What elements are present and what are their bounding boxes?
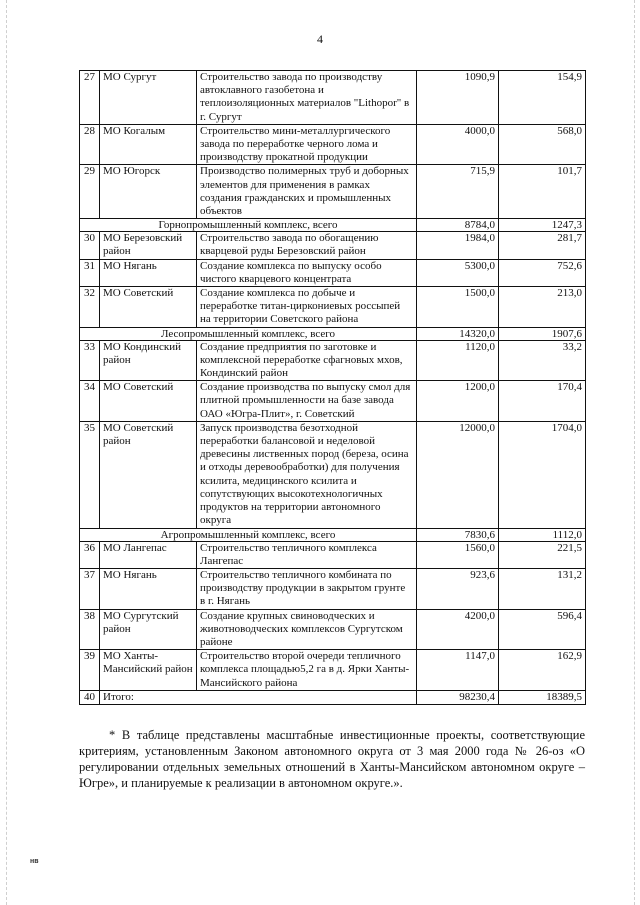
- investment-amount-cell: 1090,9: [417, 71, 499, 125]
- increment-cell: 101,7: [499, 165, 586, 219]
- increment-cell: 213,0: [499, 287, 586, 328]
- table-row: [80, 381, 586, 422]
- subtotal-amount-cell: 14320,0: [417, 327, 499, 340]
- corner-mark: нв: [30, 858, 39, 865]
- project-name-cell: Создание комплекса по добыче и переработке титан-циркониевых россыпей на территории Советского района: [197, 287, 417, 328]
- subtotal-row: [80, 528, 586, 541]
- table-row: [80, 609, 586, 650]
- municipality-cell: МО Нягань: [100, 568, 197, 609]
- project-name-cell: Строительство завода по обогащению кварцевой руды Березовский район: [197, 232, 417, 259]
- table-row: [80, 340, 586, 381]
- investment-amount-cell: 4200,0: [417, 609, 499, 650]
- table-row: [80, 568, 586, 609]
- row-number: 31: [80, 259, 100, 286]
- investment-amount-cell: 4000,0: [417, 124, 499, 165]
- row-number: 33: [80, 340, 100, 381]
- subtotal-increment-cell: 1112,0: [499, 528, 586, 541]
- row-number: 27: [80, 71, 100, 125]
- table-row: [80, 259, 586, 286]
- row-number: 39: [80, 650, 100, 691]
- project-name-cell: Запуск производства безотходной переработки балансовой и неделовой древесины лиственных пород (береза, осина и отходы деревообработки) для получения ксилита, медицинского ксилита и сопутствующих высокотехнологичных продуктов на территории автономного округа: [197, 421, 417, 528]
- footnote: [79, 727, 585, 791]
- project-name-cell: Производство полимерных труб и доборных элементов для применения в рамках создания гражданских и промышленных объектов: [197, 165, 417, 219]
- increment-cell: 33,2: [499, 340, 586, 381]
- increment-cell: 596,4: [499, 609, 586, 650]
- row-number: 35: [80, 421, 100, 528]
- subtotal-row: [80, 219, 586, 232]
- municipality-cell: МО Нягань: [100, 259, 197, 286]
- investment-projects-table: [79, 70, 586, 705]
- row-number: 34: [80, 381, 100, 422]
- project-name-cell: Строительство тепличного комплекса Лангепас: [197, 541, 417, 568]
- project-name-cell: Строительство второй очереди тепличного комплекса площадью5,2 га в д. Ярки Ханты-Мансийского района: [197, 650, 417, 691]
- increment-cell: 170,4: [499, 381, 586, 422]
- table-row: [80, 232, 586, 259]
- project-name-cell: Строительство тепличного комбината по производству продукции в закрытом грунте в г. Нягань: [197, 568, 417, 609]
- investment-amount-cell: 715,9: [417, 165, 499, 219]
- row-number: 30: [80, 232, 100, 259]
- row-number: 32: [80, 287, 100, 328]
- table-row: [80, 421, 586, 528]
- table-row: [80, 124, 586, 165]
- row-number: 37: [80, 568, 100, 609]
- scan-right-edge: [634, 0, 636, 905]
- table-body: [80, 71, 586, 705]
- investment-amount-cell: 1200,0: [417, 381, 499, 422]
- increment-cell: 154,9: [499, 71, 586, 125]
- total-amount-cell: 98230,4: [417, 690, 499, 704]
- project-name-cell: Строительство завода по производству автоклавного газобетона и теплоизоляционных материалов "Lithopor" в г. Сургут: [197, 71, 417, 125]
- row-number: 28: [80, 124, 100, 165]
- municipality-cell: МО Сургут: [100, 71, 197, 125]
- subtotal-label: Лесопромышленный комплекс, всего: [80, 327, 417, 340]
- subtotal-label: Агропромышленный комплекс, всего: [80, 528, 417, 541]
- investment-amount-cell: 12000,0: [417, 421, 499, 528]
- municipality-cell: МО Сургутский район: [100, 609, 197, 650]
- total-label: Итого:: [100, 690, 417, 704]
- row-number: 36: [80, 541, 100, 568]
- footnote-text: * В таблице представлены масштабные инвестиционные проекты, соответствующие критериям, установленным Законом автономного округа от 3 мая 2000 года № 26-оз «О регулировании отдельных земельных отношений в Ханты-Мансийском автономном округе – Югре», и планируемые к реализации в автономном округе.».: [79, 728, 585, 790]
- subtotal-increment-cell: 1247,3: [499, 219, 586, 232]
- municipality-cell: МО Советский район: [100, 421, 197, 528]
- subtotal-row: [80, 327, 586, 340]
- subtotal-increment-cell: 1907,6: [499, 327, 586, 340]
- municipality-cell: МО Ханты-Мансийский район: [100, 650, 197, 691]
- investment-amount-cell: 1120,0: [417, 340, 499, 381]
- increment-cell: 568,0: [499, 124, 586, 165]
- municipality-cell: МО Лангепас: [100, 541, 197, 568]
- municipality-cell: МО Советский: [100, 381, 197, 422]
- municipality-cell: МО Когалым: [100, 124, 197, 165]
- total-increment-cell: 18389,5: [499, 690, 586, 704]
- increment-cell: 1704,0: [499, 421, 586, 528]
- project-name-cell: Создание производства по выпуску смол для плитной промышленности на базе завода ОАО «Югра-Плит», г. Советский: [197, 381, 417, 422]
- row-number: 29: [80, 165, 100, 219]
- municipality-cell: МО Березовский район: [100, 232, 197, 259]
- increment-cell: 162,9: [499, 650, 586, 691]
- table-row: [80, 165, 586, 219]
- table-row: [80, 287, 586, 328]
- increment-cell: 131,2: [499, 568, 586, 609]
- table-row: [80, 71, 586, 125]
- page-number: 4: [317, 32, 323, 46]
- investment-amount-cell: 1560,0: [417, 541, 499, 568]
- investment-amount-cell: 1984,0: [417, 232, 499, 259]
- total-row: [80, 690, 586, 704]
- investment-amount-cell: 5300,0: [417, 259, 499, 286]
- subtotal-amount-cell: 8784,0: [417, 219, 499, 232]
- table-row: [80, 541, 586, 568]
- increment-cell: 221,5: [499, 541, 586, 568]
- project-name-cell: Строительство мини-металлургического завода по переработке черного лома и производству прокатной продукции: [197, 124, 417, 165]
- subtotal-amount-cell: 7830,6: [417, 528, 499, 541]
- subtotal-label: Горнопромышленный комплекс, всего: [80, 219, 417, 232]
- increment-cell: 752,6: [499, 259, 586, 286]
- investment-amount-cell: 1500,0: [417, 287, 499, 328]
- increment-cell: 281,7: [499, 232, 586, 259]
- municipality-cell: МО Кондинский район: [100, 340, 197, 381]
- project-name-cell: Создание предприятия по заготовке и комплексной переработке сфагновых мхов, Кондинский район: [197, 340, 417, 381]
- investment-amount-cell: 1147,0: [417, 650, 499, 691]
- project-name-cell: Создание крупных свиноводческих и животноводческих комплексов Сургутском районе: [197, 609, 417, 650]
- table-row: [80, 650, 586, 691]
- row-number: 40: [80, 690, 100, 704]
- row-number: 38: [80, 609, 100, 650]
- investment-amount-cell: 923,6: [417, 568, 499, 609]
- municipality-cell: МО Советский: [100, 287, 197, 328]
- scan-left-edge: [6, 0, 8, 905]
- project-name-cell: Создание комплекса по выпуску особо чистого кварцевого концентрата: [197, 259, 417, 286]
- municipality-cell: МО Югорск: [100, 165, 197, 219]
